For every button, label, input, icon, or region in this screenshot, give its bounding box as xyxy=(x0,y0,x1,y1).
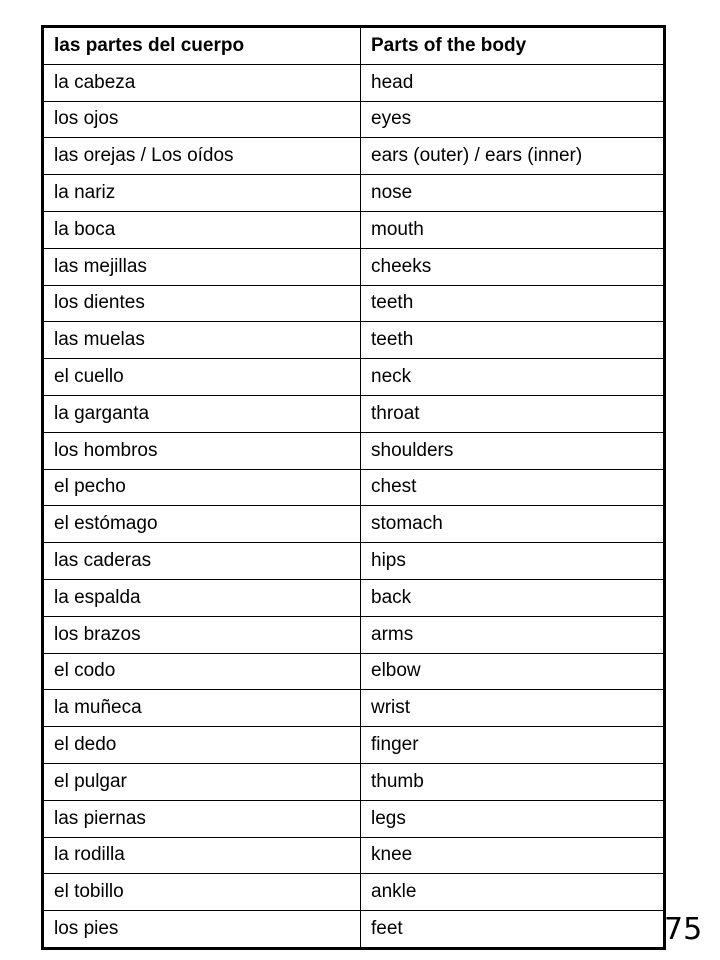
table-row xyxy=(43,653,665,690)
cell-spanish: el codo xyxy=(43,653,361,690)
cell-english: thumb xyxy=(361,763,665,800)
table-row xyxy=(43,175,665,212)
cell-spanish: el tobillo xyxy=(43,874,361,911)
cell-spanish: la nariz xyxy=(43,175,361,212)
cell-spanish: las muelas xyxy=(43,322,361,359)
header-english: Parts of the body xyxy=(361,27,665,65)
cell-spanish: el estómago xyxy=(43,506,361,543)
cell-english: ears (outer) / ears (inner) xyxy=(361,138,665,175)
table-row xyxy=(43,64,665,101)
table-row xyxy=(43,506,665,543)
cell-english: head xyxy=(361,64,665,101)
cell-english: finger xyxy=(361,727,665,764)
cell-english: chest xyxy=(361,469,665,506)
table-row xyxy=(43,322,665,359)
header-spanish: las partes del cuerpo xyxy=(43,27,361,65)
cell-spanish: el pulgar xyxy=(43,763,361,800)
table-row xyxy=(43,763,665,800)
cell-spanish: las orejas / Los oídos xyxy=(43,138,361,175)
cell-spanish: el dedo xyxy=(43,727,361,764)
cell-spanish: el pecho xyxy=(43,469,361,506)
table-row xyxy=(43,800,665,837)
table-header-row xyxy=(43,27,665,65)
table-row xyxy=(43,432,665,469)
table-row xyxy=(43,874,665,911)
cell-english: eyes xyxy=(361,101,665,138)
cell-spanish: los dientes xyxy=(43,285,361,322)
cell-spanish: las caderas xyxy=(43,543,361,580)
table-row xyxy=(43,101,665,138)
cell-english: mouth xyxy=(361,211,665,248)
cell-spanish: los ojos xyxy=(43,101,361,138)
cell-english: back xyxy=(361,579,665,616)
table-row xyxy=(43,690,665,727)
table-row xyxy=(43,911,665,949)
cell-english: throat xyxy=(361,395,665,432)
cell-english: ankle xyxy=(361,874,665,911)
cell-english: neck xyxy=(361,359,665,396)
cell-english: arms xyxy=(361,616,665,653)
table-row xyxy=(43,248,665,285)
cell-english: teeth xyxy=(361,322,665,359)
cell-english: cheeks xyxy=(361,248,665,285)
cell-spanish: la rodilla xyxy=(43,837,361,874)
cell-english: legs xyxy=(361,800,665,837)
cell-spanish: las mejillas xyxy=(43,248,361,285)
vocabulary-table xyxy=(41,25,666,950)
cell-spanish: la boca xyxy=(43,211,361,248)
table-row xyxy=(43,138,665,175)
table-row xyxy=(43,579,665,616)
table-body xyxy=(43,64,665,948)
cell-english: wrist xyxy=(361,690,665,727)
cell-spanish: la garganta xyxy=(43,395,361,432)
table-row xyxy=(43,359,665,396)
cell-spanish: los hombros xyxy=(43,432,361,469)
table-row xyxy=(43,727,665,764)
table-row xyxy=(43,211,665,248)
cell-english: feet xyxy=(361,911,665,949)
cell-english: stomach xyxy=(361,506,665,543)
cell-english: shoulders xyxy=(361,432,665,469)
table-row xyxy=(43,837,665,874)
table-row xyxy=(43,469,665,506)
cell-spanish: la espalda xyxy=(43,579,361,616)
cell-spanish: la muñeca xyxy=(43,690,361,727)
table-row xyxy=(43,395,665,432)
cell-english: elbow xyxy=(361,653,665,690)
cell-english: knee xyxy=(361,837,665,874)
cell-spanish: los pies xyxy=(43,911,361,949)
cell-english: hips xyxy=(361,543,665,580)
cell-spanish: la cabeza xyxy=(43,64,361,101)
cell-english: teeth xyxy=(361,285,665,322)
page-number: 75 xyxy=(664,912,703,947)
table-row xyxy=(43,616,665,653)
table-row xyxy=(43,543,665,580)
cell-english: nose xyxy=(361,175,665,212)
cell-spanish: el cuello xyxy=(43,359,361,396)
table-row xyxy=(43,285,665,322)
cell-spanish: los brazos xyxy=(43,616,361,653)
cell-spanish: las piernas xyxy=(43,800,361,837)
